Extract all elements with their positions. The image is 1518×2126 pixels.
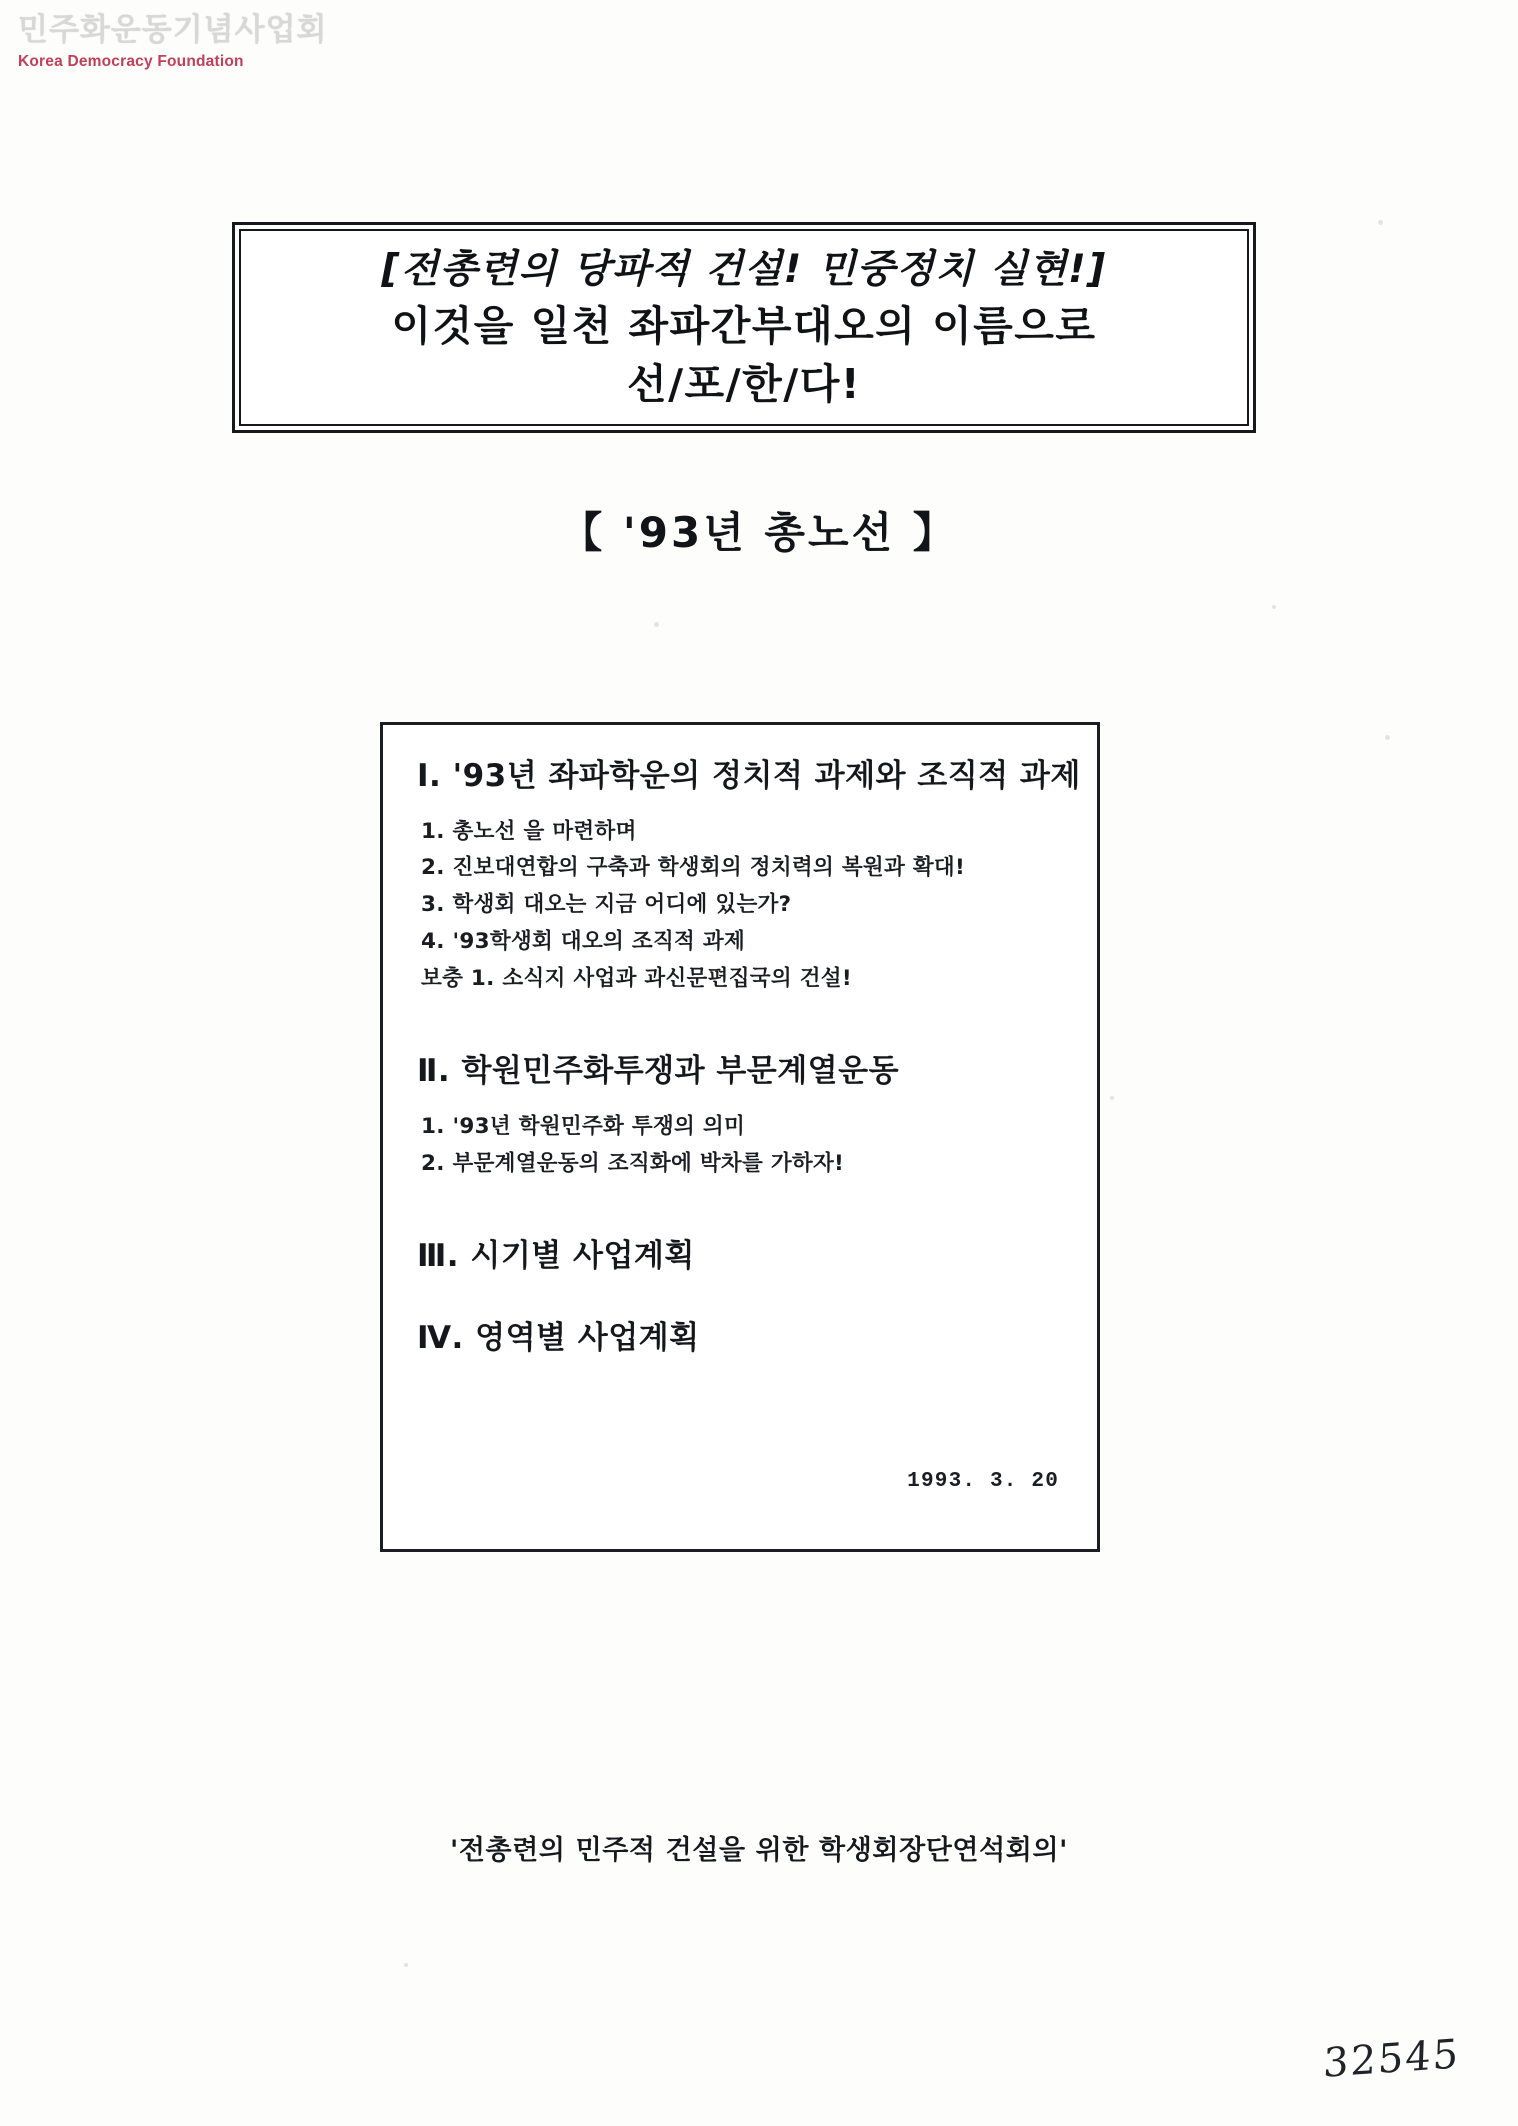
- scan-speckle: [404, 1963, 408, 1967]
- toc-heading-4: Ⅳ. 영역별 사업계획: [417, 1320, 700, 1357]
- toc-item-1-2: 2. 진보대연합의 구축과 학생회의 정치력의 복원과 확대!: [421, 855, 966, 881]
- toc-item-2-2: 2. 부문계열운동의 조직화에 박차를 가하자!: [421, 1150, 845, 1176]
- toc-item-1-3: 3. 학생회 대오는 지금 어디에 있는가?: [421, 892, 792, 918]
- title-line-2: 이것을 일천 좌파간부대오의 이름으로: [391, 301, 1097, 350]
- foundation-watermark: [18, 14, 328, 100]
- toc-item-1-4: 4. '93학생회 대오의 조직적 과제: [421, 929, 746, 955]
- scan-speckle: [1385, 735, 1390, 740]
- toc-section-4: [417, 1315, 1063, 1362]
- watermark-english-text: Korea Democracy Foundation: [18, 52, 244, 70]
- toc-section-1: [417, 753, 1081, 998]
- title-box: [232, 222, 1256, 433]
- document-subtitle: 【 '93년 총노선 】: [560, 508, 958, 557]
- title-line-1: [전총련의 당파적 건설! 민중정치 실현!]: [381, 246, 1107, 292]
- spacer: [417, 1095, 1063, 1109]
- toc-heading-2: Ⅱ. 학원민주화투쟁과 부문계열운동: [417, 1053, 900, 1090]
- archival-page-number: 32545: [1322, 2031, 1461, 2087]
- toc-section-3: [417, 1233, 1063, 1280]
- document-date: 1993. 3. 20: [907, 1470, 1059, 1493]
- footer-note: '전총련의 민주적 건설을 위한 학생회장단연석회의': [449, 1835, 1069, 1866]
- toc-heading-3: Ⅲ. 시기별 사업계획: [417, 1237, 695, 1274]
- toc-heading-1: Ⅰ. '93년 좌파학운의 정치적 과제와 조직적 과제: [417, 758, 1081, 794]
- table-of-contents-box: [380, 722, 1100, 1552]
- toc-item-1-1: 1. 총노선 을 마련하며: [421, 818, 637, 844]
- spacer: [417, 1189, 1063, 1233]
- toc-item-2-1: 1. '93년 학원민주화 투쟁의 의미: [421, 1113, 746, 1139]
- toc-section-2: [417, 1048, 1063, 1182]
- spacer: [417, 1004, 1063, 1048]
- scan-speckle: [1378, 220, 1383, 225]
- spacer: [417, 800, 1063, 814]
- scan-speckle: [1110, 1096, 1114, 1100]
- toc-item-1-5: 보충 1. 소식지 사업과 과신문편집국의 건설!: [421, 966, 852, 992]
- watermark-korean-text: 민주화운동기념사업회: [18, 12, 328, 48]
- scan-speckle: [1272, 605, 1276, 609]
- spacer: [417, 1285, 1063, 1315]
- title-line-3: 선/포/한/다!: [626, 360, 862, 409]
- scan-speckle: [654, 622, 659, 627]
